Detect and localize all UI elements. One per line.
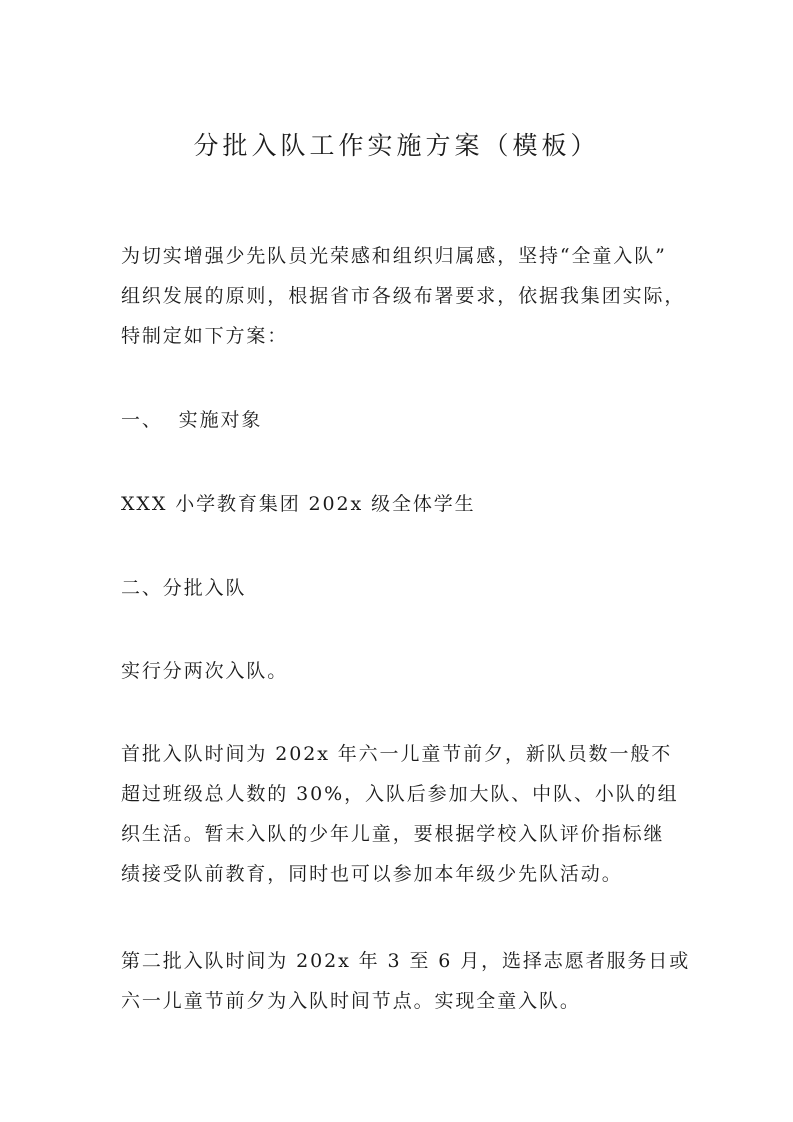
second-batch-paragraph	[121, 941, 691, 1021]
first-batch-line: 织生活。暂末入队的少年儿童，要根据学校入队评价指标继	[121, 823, 665, 845]
section2-summary: 实行分两次入队。	[121, 660, 289, 682]
document-title: 分批入队工作实施方案（模板）	[193, 131, 600, 160]
second-batch-line: 六一儿童节前夕为入队时间节点。实现全童入队。	[121, 990, 581, 1012]
first-batch-line: 首批入队时间为 202x 年六一儿童节前夕，新队员数一般不	[121, 743, 673, 765]
first-batch-paragraph	[121, 734, 681, 894]
intro-line: 为切实增强少先队员光荣感和组织归属感，坚持“全童入队”	[121, 245, 667, 267]
first-batch-line: 绩接受队前教育，同时也可以参加本年级少先队活动。	[121, 863, 623, 885]
section1-body: XXX 小学教育集团 202x 级全体学生	[121, 493, 476, 515]
section2-heading: 二、分批入队	[121, 577, 247, 599]
intro-line: 特制定如下方案：	[121, 325, 289, 347]
intro-paragraph	[121, 236, 686, 356]
second-batch-line: 第二批入队时间为 202x 年 3 至 6 月，选择志愿者服务日或	[121, 950, 691, 972]
first-batch-line: 超过班级总人数的 30%，入队后参加大队、中队、小队的组	[121, 783, 679, 805]
section1-heading: 一、 实施对象	[121, 409, 263, 431]
intro-line: 组织发展的原则，根据省市各级布署要求，依据我集团实际，	[121, 285, 686, 307]
